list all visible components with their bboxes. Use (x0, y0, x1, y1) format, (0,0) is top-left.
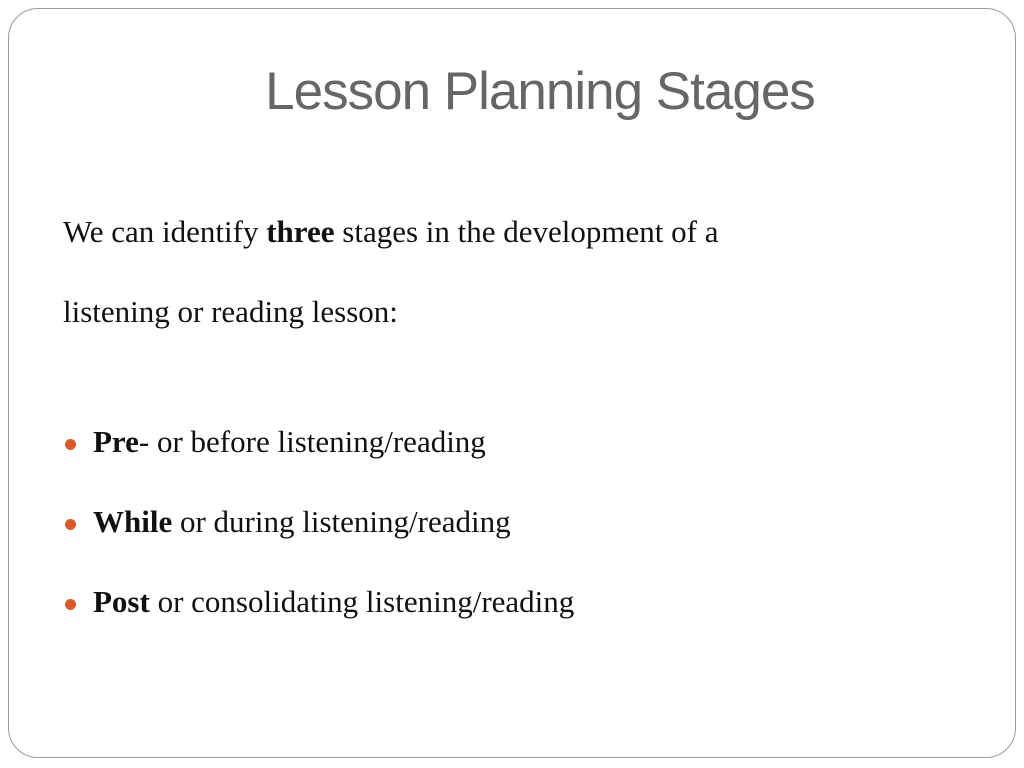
intro-emphasis: three (266, 214, 335, 249)
bullet-keyword: While (93, 504, 173, 539)
bullet-text (93, 424, 486, 460)
bullet-text (93, 504, 511, 540)
bullet-keyword: Pre (93, 424, 139, 459)
bullet-keyword: Post (93, 584, 150, 619)
bullet-description: or consolidating listening/reading (149, 584, 575, 619)
bullet-description: - or before listening/reading (138, 424, 486, 459)
bullet-text (93, 584, 574, 620)
intro-text-end: stages in the development of a (334, 214, 719, 249)
intro-line-2: listening or reading lesson: (63, 294, 398, 329)
bullet-dot-icon (65, 519, 76, 530)
slide (8, 8, 1016, 758)
bullet-dot-icon (65, 439, 76, 450)
intro-line-1 (63, 214, 718, 250)
intro-text-start: We can identify (63, 214, 267, 249)
bullet-dot-icon (65, 599, 76, 610)
slide-title: Lesson Planning Stages (265, 62, 815, 121)
bullet-description: or during listening/reading (172, 504, 511, 539)
